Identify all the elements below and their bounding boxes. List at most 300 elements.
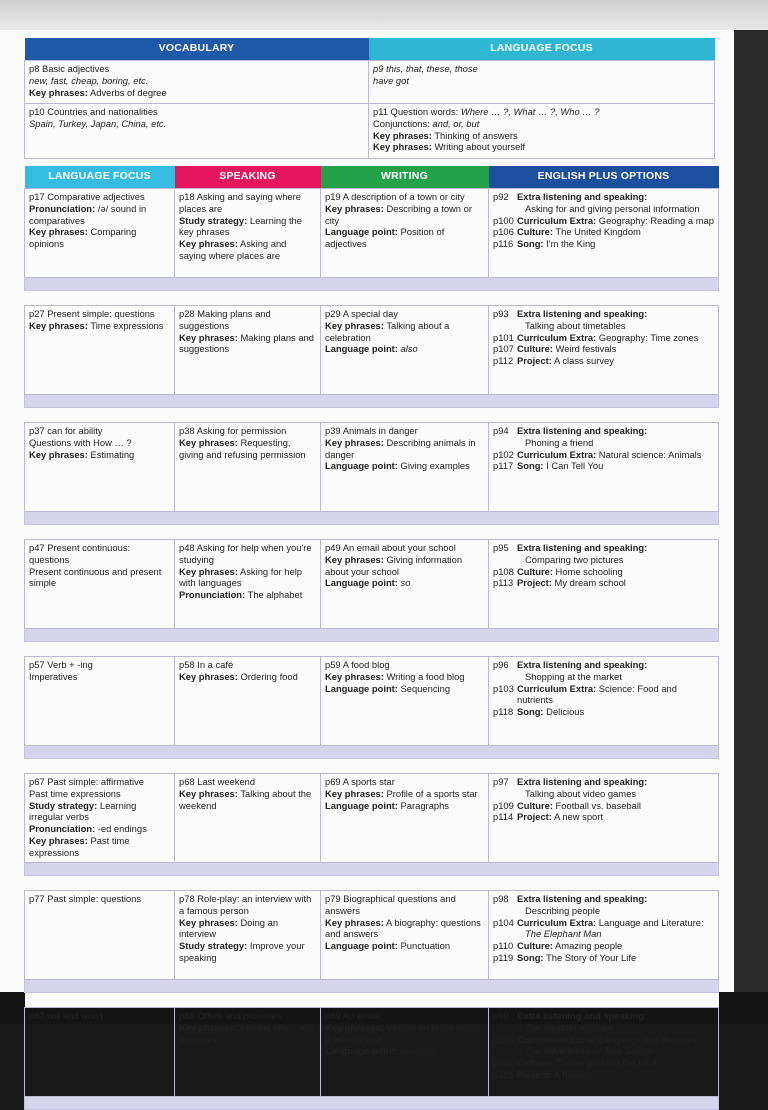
text: p89 An email bbox=[325, 1010, 380, 1021]
cell-line bbox=[325, 554, 484, 578]
option-italic: The Elephant Man bbox=[525, 928, 602, 940]
cell-line bbox=[325, 203, 484, 227]
unit-row bbox=[25, 1008, 719, 1097]
gap-cell bbox=[25, 993, 719, 1008]
cell-line bbox=[29, 203, 170, 227]
unit-row bbox=[25, 189, 719, 278]
text: p27 Present simple: questions bbox=[29, 308, 155, 319]
key-phrases-label: Key phrases: bbox=[373, 141, 432, 153]
writing-cell bbox=[321, 306, 489, 395]
speaking-cell bbox=[175, 189, 321, 278]
option-item bbox=[493, 1034, 714, 1058]
syllabus-table bbox=[24, 166, 719, 1110]
vocabulary-header: VOCABULARY bbox=[25, 38, 369, 61]
unit-row bbox=[25, 423, 719, 512]
option-item bbox=[493, 952, 714, 964]
text: p88 Offers and promises bbox=[179, 1010, 282, 1021]
label: Pronunciation: bbox=[29, 202, 96, 214]
option-item bbox=[493, 226, 714, 238]
vocab-examples: new, fast, cheap, boring, etc. bbox=[29, 74, 149, 86]
writing-cell bbox=[321, 1008, 489, 1097]
page-number: p113 bbox=[493, 577, 514, 589]
option-text: The weather forecast bbox=[525, 1021, 614, 1033]
label: Key phrases: bbox=[179, 331, 238, 343]
text: p87 will and won't bbox=[29, 1010, 103, 1021]
separator-cell bbox=[25, 512, 719, 525]
option-label: Extra listening and speaking: bbox=[517, 1010, 648, 1021]
key-phrases-label: Key phrases: bbox=[29, 86, 88, 98]
lf-examples: Where … ?, What … ?, Who … ? bbox=[460, 106, 600, 117]
cell-line bbox=[179, 437, 316, 461]
text: Giving information about your school bbox=[325, 553, 463, 577]
lf-title: p9 this, that, these, those bbox=[373, 63, 478, 74]
italic-text: because bbox=[400, 1045, 436, 1057]
label: Key phrases: bbox=[179, 565, 238, 577]
label: Key phrases: bbox=[179, 1021, 238, 1033]
writing-column-header: WRITING bbox=[321, 166, 489, 189]
vocabulary-table bbox=[24, 38, 715, 159]
text: Present continuous and present simple bbox=[29, 565, 162, 589]
key-phrases-text: Adverbs of degree bbox=[89, 86, 167, 98]
option-text: Describing people bbox=[525, 904, 601, 916]
gap-cell bbox=[25, 876, 719, 891]
separator-cell bbox=[25, 278, 719, 291]
label: Key phrases: bbox=[29, 226, 88, 238]
page-number: p96 bbox=[493, 659, 509, 670]
text: Making offers and promises bbox=[179, 1021, 315, 1045]
speaking-cell bbox=[175, 423, 321, 512]
italic-text: also bbox=[400, 343, 418, 355]
unit-gap bbox=[25, 291, 719, 306]
option-item bbox=[493, 566, 714, 578]
separator-cell bbox=[25, 863, 719, 876]
gap-cell bbox=[25, 642, 719, 657]
text: Making plans and suggestions bbox=[179, 331, 314, 355]
cell-line bbox=[325, 577, 484, 589]
option-label: Song: bbox=[517, 951, 544, 963]
label: Study strategy: bbox=[179, 214, 248, 226]
option-item bbox=[493, 308, 714, 332]
page-number: p95 bbox=[493, 542, 509, 553]
option-item bbox=[493, 238, 714, 250]
option-text: Talking about video games bbox=[525, 787, 637, 799]
label: Key phrases: bbox=[29, 319, 88, 331]
text: Doing an interview bbox=[179, 916, 279, 940]
option-item bbox=[493, 1057, 714, 1069]
cell-line bbox=[179, 308, 316, 332]
english-plus-options-cell bbox=[489, 540, 719, 629]
option-item bbox=[493, 800, 714, 812]
scan-right-edge bbox=[734, 30, 768, 992]
page-number: p112 bbox=[493, 355, 514, 366]
option-text: I Can Tell You bbox=[546, 460, 604, 472]
label: Key phrases: bbox=[325, 670, 384, 682]
unit-row bbox=[25, 774, 719, 863]
cell-line bbox=[29, 566, 170, 590]
text: p28 Making plans and suggestions bbox=[179, 308, 271, 331]
option-text: Natural science: Animals bbox=[598, 448, 702, 460]
vocab-cell-1 bbox=[25, 61, 369, 104]
text: Comparing opinions bbox=[29, 226, 137, 249]
option-text: Shopping at the market bbox=[525, 670, 622, 682]
cell-line bbox=[325, 788, 484, 800]
vocab-title: p10 Countries and nationalities bbox=[29, 106, 158, 117]
option-item bbox=[493, 460, 714, 472]
text: Learning irregular verbs bbox=[29, 799, 137, 823]
cell-line bbox=[29, 437, 170, 449]
cell-line bbox=[179, 776, 316, 788]
cell-line bbox=[29, 226, 170, 250]
option-label: Project: bbox=[517, 355, 552, 366]
option-label: Project: bbox=[517, 577, 552, 589]
writing-cell bbox=[321, 423, 489, 512]
text: Writing an email about a friend's visit bbox=[325, 1021, 480, 1045]
cell-line bbox=[179, 566, 316, 590]
option-item bbox=[493, 449, 714, 461]
cell-line bbox=[29, 671, 170, 683]
page-number: p103 bbox=[493, 682, 514, 694]
cell-line bbox=[179, 893, 316, 917]
text: p37 can for ability bbox=[29, 425, 103, 436]
cell-line bbox=[29, 449, 170, 461]
writing-cell bbox=[321, 774, 489, 863]
gap-cell bbox=[25, 408, 719, 423]
page-number: p93 bbox=[493, 308, 509, 319]
cell-line bbox=[179, 788, 316, 812]
label: Language point: bbox=[325, 1045, 398, 1057]
option-text: Language and Literature: bbox=[598, 916, 704, 928]
label: Key phrases: bbox=[325, 436, 384, 448]
option-text: Phoning a friend bbox=[525, 436, 594, 448]
page-number: p102 bbox=[493, 448, 514, 460]
vocab-title: p8 Basic adjectives bbox=[29, 63, 110, 74]
cell-line bbox=[325, 940, 484, 952]
cell-line bbox=[325, 542, 484, 554]
cell-line bbox=[179, 940, 316, 964]
label: Key phrases: bbox=[325, 916, 384, 928]
option-label: Extra listening and speaking: bbox=[517, 542, 648, 553]
option-text: I'm the King bbox=[546, 238, 596, 249]
text: Talking about a celebration bbox=[325, 319, 450, 343]
option-item bbox=[493, 811, 714, 823]
label: Key phrases: bbox=[179, 916, 238, 928]
text: p79 Biographical questions and answers bbox=[325, 893, 456, 916]
option-label: Culture: bbox=[517, 940, 553, 951]
cell-line bbox=[179, 1022, 316, 1046]
cell-line bbox=[179, 542, 316, 566]
writing-cell bbox=[321, 189, 489, 278]
option-item bbox=[493, 343, 714, 355]
option-item bbox=[493, 1069, 714, 1081]
option-text: Delicious bbox=[546, 706, 585, 717]
label: Pronunciation: bbox=[29, 823, 96, 834]
language-focus-cell bbox=[25, 891, 175, 980]
separator-cell bbox=[25, 629, 719, 642]
option-text: My dream school bbox=[554, 577, 626, 589]
label: Key phrases: bbox=[325, 1021, 384, 1033]
label: Key phrases: bbox=[325, 319, 384, 331]
option-label: Extra listening and speaking: bbox=[517, 893, 648, 904]
speaking-cell bbox=[175, 540, 321, 629]
cell-line bbox=[179, 425, 316, 437]
option-label: Song: bbox=[517, 238, 544, 249]
label: Key phrases: bbox=[29, 448, 88, 460]
page-number: p105 bbox=[493, 1033, 514, 1045]
key-phrases-label: Key phrases: bbox=[373, 129, 432, 141]
option-label: Extra listening and speaking: bbox=[517, 308, 648, 319]
text: -ed endings bbox=[97, 823, 147, 834]
english-plus-options-cell bbox=[489, 891, 719, 980]
cell-line bbox=[29, 800, 170, 824]
option-text: Comparing two pictures bbox=[525, 553, 624, 565]
text: Time expressions bbox=[90, 319, 164, 331]
option-text: Football vs. baseball bbox=[555, 799, 642, 811]
lf-cell-2 bbox=[369, 104, 715, 159]
unit-gap bbox=[25, 876, 719, 891]
cell-line bbox=[325, 437, 484, 461]
text: p67 Past simple: affirmative bbox=[29, 776, 144, 787]
unit-separator bbox=[25, 629, 719, 642]
cell-line bbox=[325, 893, 484, 917]
text: p48 Asking for help when you're studying bbox=[179, 542, 312, 565]
text: p68 Last weekend bbox=[179, 776, 256, 787]
unit-separator bbox=[25, 1097, 719, 1110]
separator-cell bbox=[25, 395, 719, 408]
text: Describing a town or city bbox=[325, 202, 472, 226]
option-italic: The Adventures of Tom Sawyer bbox=[525, 1045, 656, 1057]
option-item bbox=[493, 355, 714, 367]
option-label: Curriculum Extra: bbox=[517, 448, 597, 460]
page-number: p109 bbox=[493, 799, 514, 811]
page-number: p104 bbox=[493, 916, 514, 928]
page-number: p98 bbox=[493, 893, 509, 904]
cell-line bbox=[325, 683, 484, 695]
option-label: Culture: bbox=[517, 1057, 553, 1068]
cell-line bbox=[325, 460, 484, 472]
unit-row bbox=[25, 306, 719, 395]
writing-cell bbox=[321, 540, 489, 629]
language-focus-cell bbox=[25, 657, 175, 746]
text: p59 A food blog bbox=[325, 659, 390, 670]
separator-cell bbox=[25, 746, 719, 759]
lf-title: p11 Question words: bbox=[373, 106, 459, 117]
cell-line bbox=[179, 238, 316, 262]
separator-cell bbox=[25, 980, 719, 993]
option-text: Home schooling bbox=[555, 565, 623, 577]
unit-gap bbox=[25, 759, 719, 774]
option-text: Asking for and giving personal information bbox=[525, 202, 700, 214]
unit-gap bbox=[25, 525, 719, 540]
label: Language point: bbox=[325, 226, 398, 238]
page-number: p101 bbox=[493, 331, 514, 343]
option-item bbox=[493, 332, 714, 344]
option-item bbox=[493, 893, 714, 917]
english-plus-options-cell bbox=[489, 774, 719, 863]
option-item bbox=[493, 917, 714, 941]
cell-line bbox=[325, 191, 484, 203]
cell-line bbox=[325, 320, 484, 344]
option-item bbox=[493, 776, 714, 800]
option-item bbox=[493, 683, 714, 707]
option-label: Extra listening and speaking: bbox=[517, 659, 648, 670]
label: Key phrases: bbox=[179, 238, 238, 249]
language-focus-cell bbox=[25, 423, 175, 512]
page-number: p115 bbox=[493, 1068, 514, 1080]
label: Key phrases: bbox=[179, 787, 238, 799]
text: Past time expressions bbox=[29, 787, 121, 799]
cell-line bbox=[325, 800, 484, 812]
cell-line bbox=[179, 332, 316, 356]
text: Profile of a sports star bbox=[386, 787, 478, 799]
page-number: p92 bbox=[493, 191, 509, 202]
cell-line bbox=[179, 1010, 316, 1022]
page-number: p99 bbox=[493, 1010, 509, 1021]
cell-line bbox=[29, 542, 170, 566]
text: p19 A description of a town or city bbox=[325, 191, 465, 202]
cell-line bbox=[325, 1045, 484, 1057]
option-label: Extra listening and speaking: bbox=[517, 425, 648, 436]
english-plus-options-cell bbox=[489, 1008, 719, 1097]
language-focus-header: LANGUAGE FOCUS bbox=[369, 38, 715, 61]
page-number: p117 bbox=[493, 460, 514, 472]
text: Learning the key phrases bbox=[179, 214, 302, 238]
option-label: Culture: bbox=[517, 226, 553, 238]
text: Giving examples bbox=[400, 460, 470, 472]
option-label: Song: bbox=[517, 460, 544, 472]
text: Imperatives bbox=[29, 670, 78, 682]
cell-line bbox=[29, 776, 170, 788]
text: p47 Present continuous: questions bbox=[29, 542, 131, 565]
text: Punctuation bbox=[400, 940, 451, 951]
option-item bbox=[493, 659, 714, 683]
text: p29 A special day bbox=[325, 308, 398, 319]
unit-row bbox=[25, 540, 719, 629]
label: Language point: bbox=[325, 940, 398, 951]
text: p17 Comparative adjectives bbox=[29, 191, 145, 202]
speaking-cell bbox=[175, 657, 321, 746]
label: Language point: bbox=[325, 799, 398, 811]
page-number: p118 bbox=[493, 706, 514, 717]
cell-line bbox=[325, 659, 484, 671]
cell-line bbox=[179, 659, 316, 671]
option-text: Amazing people bbox=[555, 940, 623, 951]
text: Questions with How … ? bbox=[29, 436, 132, 448]
option-label: Project: bbox=[517, 1068, 552, 1080]
text: p69 A sports star bbox=[325, 776, 395, 787]
option-label: Culture: bbox=[517, 799, 553, 811]
option-label: Curriculum Extra: bbox=[517, 916, 597, 928]
vocab-examples: Spain, Turkey, Japan, China, etc. bbox=[29, 117, 167, 129]
language-focus-column-header: LANGUAGE FOCUS bbox=[25, 166, 175, 189]
page-number: p110 bbox=[493, 940, 514, 951]
page-number: p108 bbox=[493, 565, 514, 577]
option-text: Talking about timetables bbox=[525, 319, 626, 331]
text: Past time expressions bbox=[29, 834, 130, 858]
lf-line: Conjunctions: bbox=[373, 117, 430, 129]
option-label: Project: bbox=[517, 811, 552, 823]
unit-gap bbox=[25, 642, 719, 657]
text: p78 Role-play: an interview with a famous person bbox=[179, 893, 312, 916]
label: Language point: bbox=[325, 343, 398, 355]
text: Requesting, giving and refusing permission bbox=[179, 436, 306, 460]
cell-line bbox=[29, 320, 170, 332]
cell-line bbox=[325, 1022, 484, 1046]
text: p77 Past simple: questions bbox=[29, 893, 142, 904]
text: Paragraphs bbox=[400, 799, 449, 811]
option-text: Theme parks in the USA bbox=[555, 1057, 658, 1068]
unit-row bbox=[25, 891, 719, 980]
page-number: p111 bbox=[493, 1057, 513, 1068]
language-focus-cell bbox=[25, 189, 175, 278]
option-item bbox=[493, 542, 714, 566]
unit-separator bbox=[25, 278, 719, 291]
option-label: Extra listening and speaking: bbox=[517, 776, 648, 787]
gap-cell bbox=[25, 759, 719, 774]
writing-cell bbox=[321, 657, 489, 746]
option-text: Geography: Time zones bbox=[598, 331, 699, 343]
unit-row bbox=[25, 657, 719, 746]
label: Language point: bbox=[325, 460, 398, 472]
text: Describing animals in danger bbox=[325, 436, 476, 460]
unit-separator bbox=[25, 512, 719, 525]
writing-cell bbox=[321, 891, 489, 980]
unit-separator bbox=[25, 980, 719, 993]
english-plus-options-column-header: ENGLISH PLUS OPTIONS bbox=[489, 166, 719, 189]
page-number: p97 bbox=[493, 776, 509, 787]
option-text: A holiday bbox=[554, 1068, 593, 1080]
unit-rows bbox=[25, 189, 719, 1110]
page-number: p114 bbox=[493, 811, 514, 823]
speaking-column-header: SPEAKING bbox=[175, 166, 321, 189]
page-number: p116 bbox=[493, 238, 514, 249]
label: Pronunciation: bbox=[179, 589, 246, 600]
unit-gap bbox=[25, 993, 719, 1008]
page-number: p107 bbox=[493, 343, 514, 355]
option-item bbox=[493, 706, 714, 718]
text: p39 Animals in danger bbox=[325, 425, 418, 436]
text: Asking and saying where places are bbox=[179, 238, 287, 261]
option-label: Curriculum Extra: bbox=[517, 331, 597, 343]
cell-line bbox=[29, 835, 170, 859]
cell-line bbox=[29, 191, 170, 203]
cell-line bbox=[29, 659, 170, 671]
option-label: Culture: bbox=[517, 565, 553, 577]
cell-line bbox=[29, 788, 170, 800]
scan-top-shadow bbox=[0, 0, 768, 30]
key-phrases-text: Writing about yourself bbox=[434, 141, 525, 153]
page-number: p106 bbox=[493, 226, 514, 238]
option-text: The United Kingdom bbox=[555, 226, 641, 238]
cell-line bbox=[179, 215, 316, 239]
label: Study strategy: bbox=[179, 940, 248, 951]
english-plus-options-cell bbox=[489, 306, 719, 395]
cell-line bbox=[325, 671, 484, 683]
italic-text: so bbox=[400, 577, 411, 589]
unit-separator bbox=[25, 746, 719, 759]
option-item bbox=[493, 215, 714, 227]
key-phrases-text: Thinking of answers bbox=[434, 129, 518, 141]
label: Key phrases: bbox=[325, 787, 384, 799]
text: p49 An email about your school bbox=[325, 542, 456, 553]
page-number: p100 bbox=[493, 214, 514, 226]
cell-line bbox=[29, 425, 170, 437]
cell-line bbox=[179, 191, 316, 215]
option-label: Culture: bbox=[517, 343, 553, 355]
text: Estimating bbox=[90, 448, 135, 460]
text: /ə/ sound in comparatives bbox=[29, 202, 147, 226]
page-number: p119 bbox=[493, 951, 514, 963]
language-focus-cell bbox=[25, 774, 175, 863]
